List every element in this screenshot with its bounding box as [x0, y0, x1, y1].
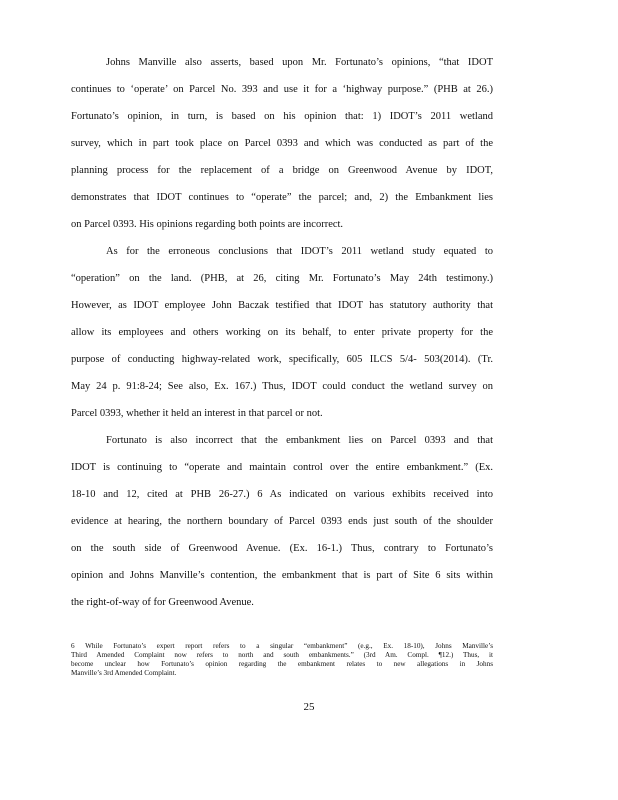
text-line: on Parcel 0393. His opinions regarding both points are incorrect. [71, 219, 344, 230]
text-line: planning process for the replacement of a bridge on Greenwood Avenue by IDOT, [71, 165, 493, 176]
footnote-line: Manville’s 3rd Amended Complaint. [71, 669, 177, 677]
text-line: on the south side of Greenwood Avenue. (Ex. 16-1.) Thus, contrary to Fortunato’s [71, 543, 493, 554]
text-line: allow its employees and others working on its behalf, to enter private property for the [71, 327, 493, 338]
text-line: IDOT is continuing to “operate and maintain control over the entire embankment.” (Ex. [71, 462, 493, 473]
page-number: 25 [303, 701, 315, 713]
text-line: Fortunato’s opinion, in turn, is based on his opinion that: 1) IDOT’s 2011 wetland [71, 111, 493, 122]
text-line: Parcel 0393, whether it held an interest in that parcel or not. [71, 408, 323, 419]
paragraph-1 [71, 56, 493, 245]
paragraph-3 [71, 434, 493, 623]
text-line: Johns Manville also asserts, based upon Mr. Fortunato’s opinions, “that IDOT [106, 57, 493, 68]
text-line: opinion and Johns Manville’s contention, the embankment that is part of Site 6 sits within [71, 570, 493, 581]
text-line: However, as IDOT employee John Baczak testified that IDOT has statutory authority that [71, 300, 493, 311]
text-line: May 24 p. 91:8-24; See also, Ex. 167.) Thus, IDOT could conduct the wetland survey on [71, 381, 493, 392]
paragraph-2 [71, 245, 493, 434]
text-line: “operation” on the land. (PHB, at 26, citing Mr. Fortunato’s May 24th testimony.) [71, 273, 493, 284]
footnote-line: Third Amended Complaint now refers to north and south embankments.” (3rd Am. Compl. ¶12.) Thus, it [71, 651, 493, 659]
text-line: Fortunato is also incorrect that the embankment lies on Parcel 0393 and that [106, 435, 493, 446]
text-line: demonstrates that IDOT continues to “operate” the parcel; and, 2) the Embankment lies [71, 192, 493, 203]
text-line: 18-10 and 12, cited at PHB 26-27.) 6 As indicated on various exhibits received into [71, 489, 493, 500]
text-line: As for the erroneous conclusions that IDOT’s 2011 wetland study equated to [106, 246, 493, 257]
footnote-line: 6 While Fortunato’s expert report refers to a singular “embankment” (e.g., Ex. 18-10), Johns Manville’s [71, 642, 493, 650]
text-line: evidence at hearing, the northern boundary of Parcel 0393 ends just south of the shoulder [71, 516, 493, 527]
text-line: continues to ‘operate’ on Parcel No. 393 and use it for a ‘highway purpose.” (PHB at 26.) [71, 84, 493, 95]
footnote-line: become unclear how Fortunato’s opinion regarding the embankment relates to new allegations in Johns [71, 660, 493, 668]
footnote [71, 642, 493, 678]
text-line: purpose of conducting highway-related work, specifically, 605 ILCS 5/4- 503(2014). (Tr. [71, 354, 493, 365]
text-line: the right-of-way of for Greenwood Avenue. [71, 597, 254, 608]
text-line: survey, which in part took place on Parcel 0393 and which was conducted as part of the [71, 138, 493, 149]
